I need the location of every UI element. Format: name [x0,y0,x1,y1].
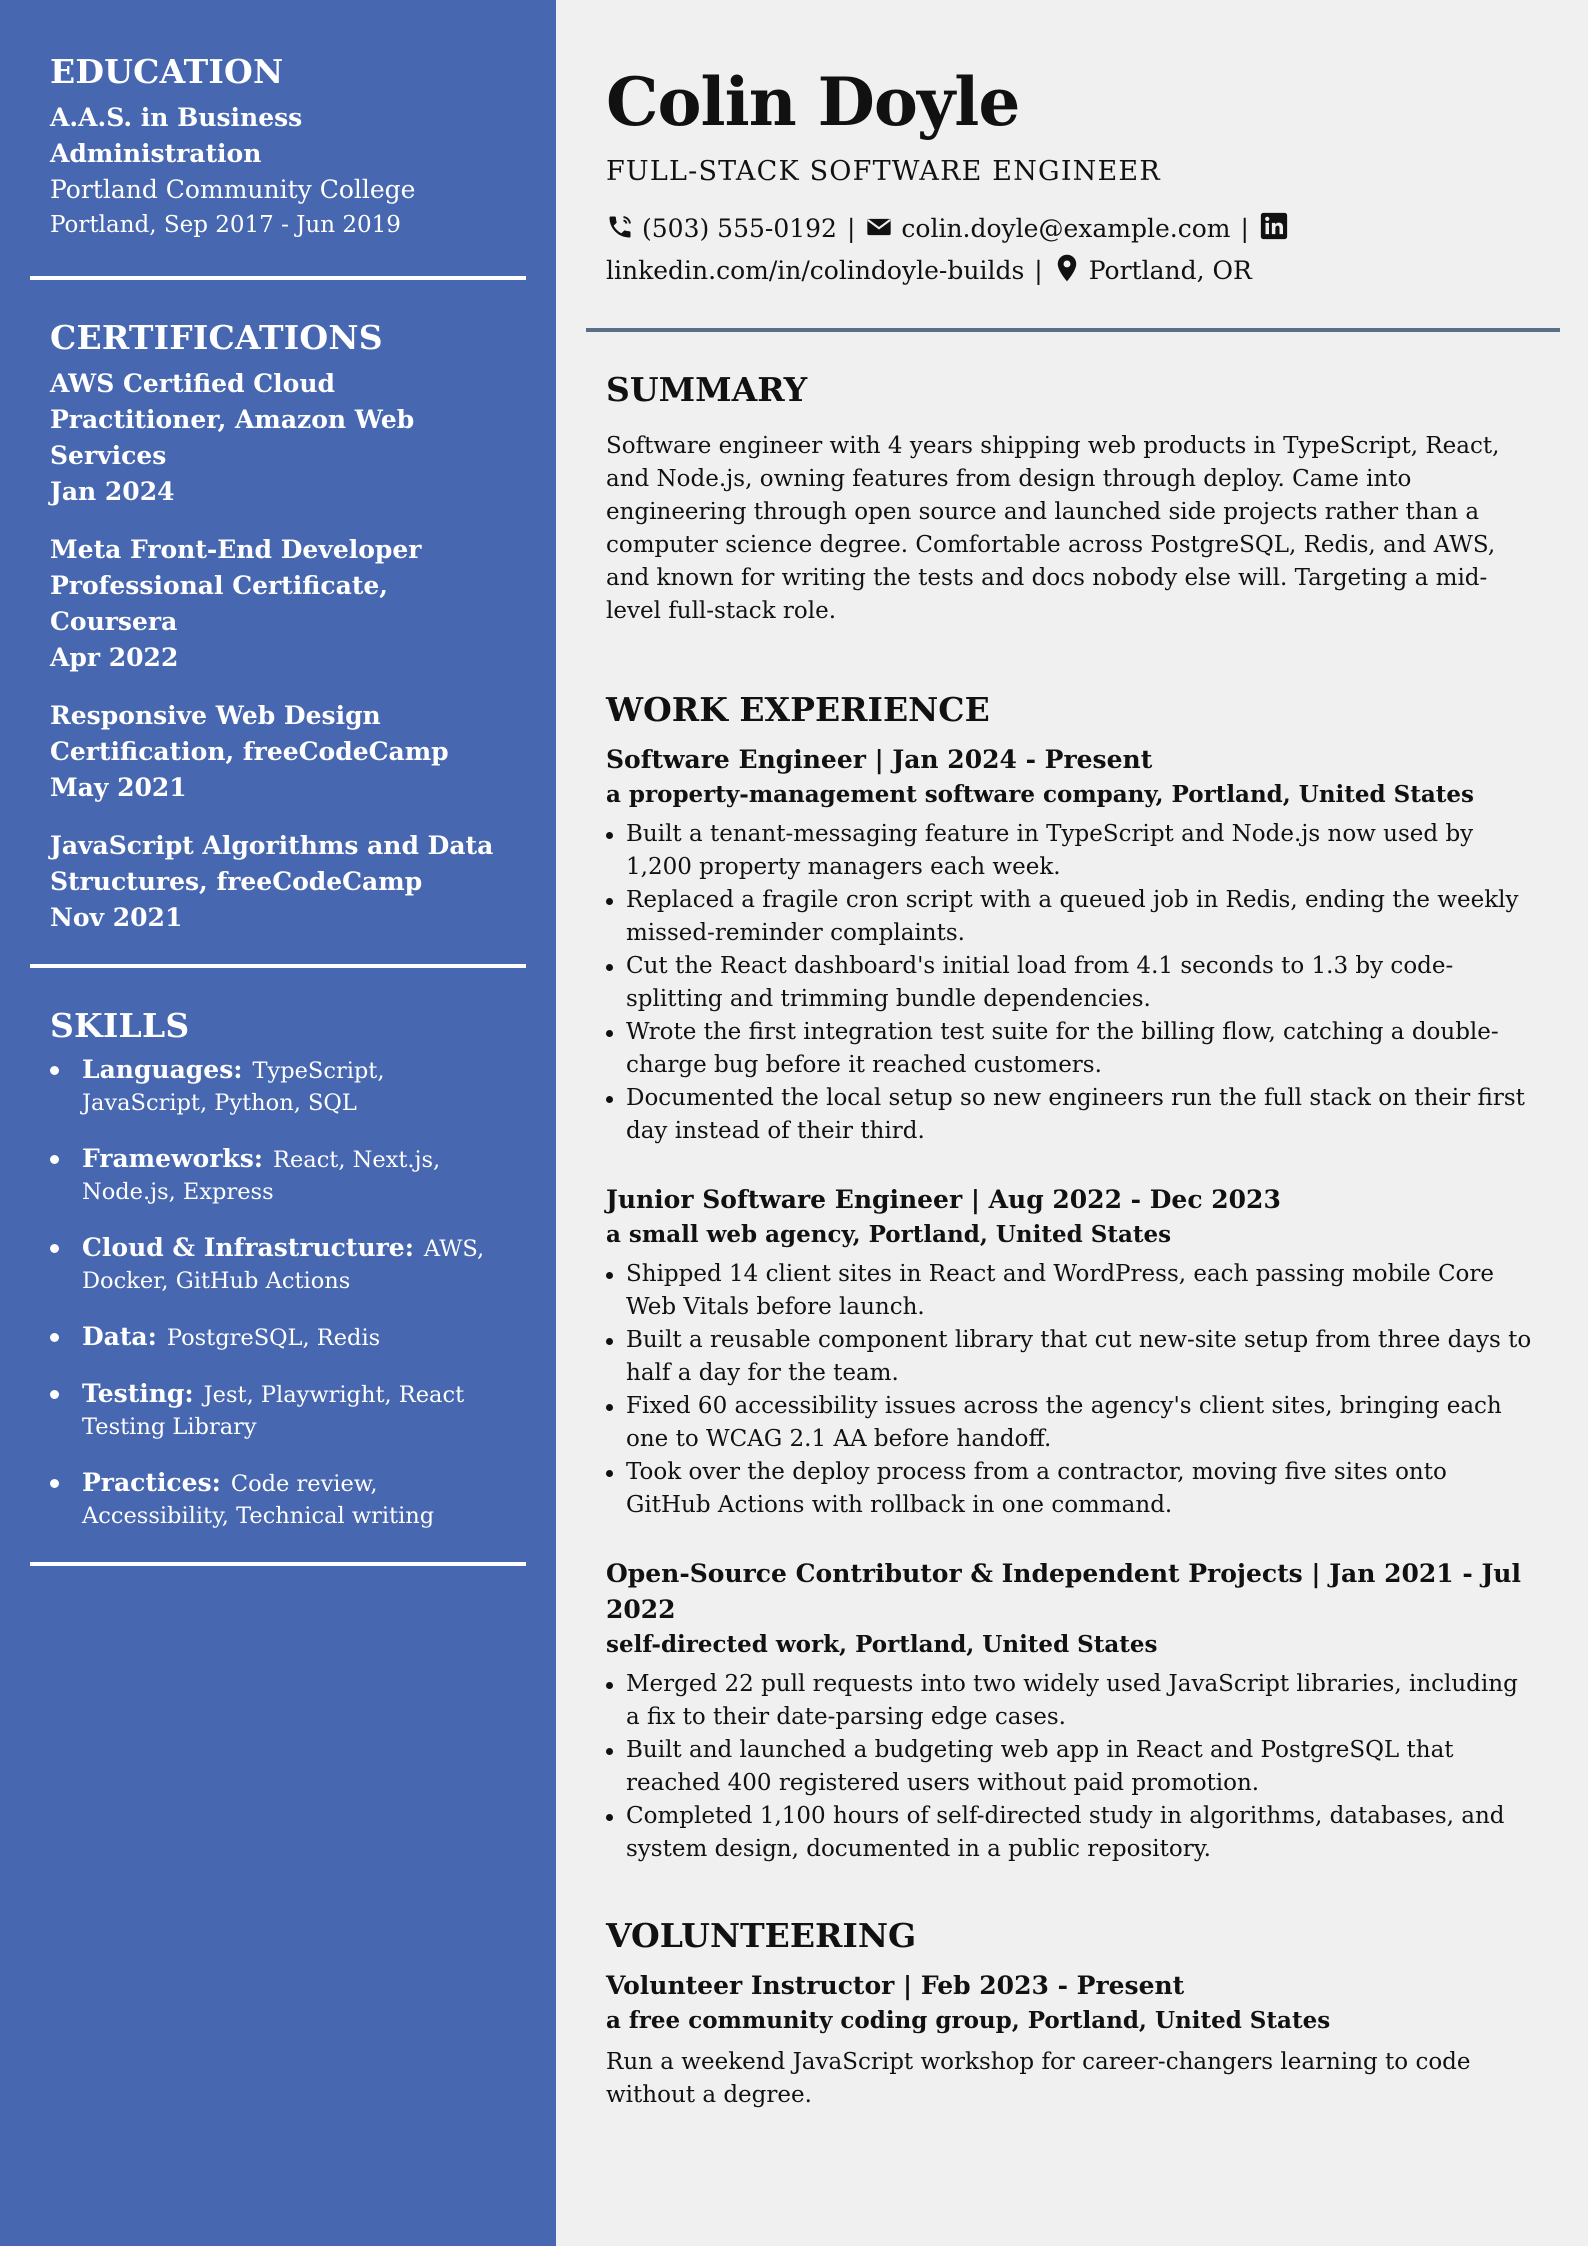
certification-date: Nov 2021 [50,903,183,932]
contact-location: Portland, OR [1088,256,1252,285]
job-bullets [606,1258,1538,1522]
candidate-name: Colin Doyle [606,63,1020,141]
skill-category: Cloud & Infrastructure: [82,1233,414,1262]
job-heading: Software Engineer | Jan 2024 - Present [606,745,1153,774]
skill-item [50,1378,506,1443]
job-bullet: Documented the local setup so new engineers run the full stack on their first day instead of their third. [606,1082,1538,1148]
education-meta: Portland, Sep 2017 - Jun 2019 [50,212,401,238]
education-degree: A.A.S. in Business Administration [50,103,303,168]
skill-value: TypeScript, JavaScript, Python, SQL [82,1058,385,1116]
volunteering-heading: Volunteer Instructor | Feb 2023 - Present [606,1971,1185,2000]
summary-text: Software engineer with 4 years shipping web products in TypeScript, React, and Node.js, owning features from design through deploy. Came into engineering through open source and launched side projects rather than a computer science degree. Comfortable across PostgreSQL, Redis, and AWS, and known for writing the tests and docs nobody else will. Targeting a mid-level full-stack role. [606,433,1500,624]
education-school: Portland Community College [50,175,416,204]
skill-item [50,1232,506,1297]
job-organization: self-directed work, Portland, United States [606,1631,1158,1658]
contact-line [606,210,1538,294]
certification-name: Responsive Web Design Certification, freeCodeCamp [50,701,449,766]
skill-value: React, Next.js, Node.js, Express [82,1147,441,1205]
phone-icon [606,213,634,252]
work-experience-title: WORK EXPERIENCE [606,690,990,729]
job-heading: Junior Software Engineer | Aug 2022 - Dec 2023 [606,1185,1281,1214]
volunteering-section [606,1916,1538,2112]
location-pin-icon [1053,253,1081,294]
sidebar-divider [30,276,526,280]
header-divider [586,328,1560,332]
job-heading: Open-Source Contributor & Independent Projects | Jan 2021 - Jul 2022 [606,1559,1521,1624]
job-bullet: Cut the React dashboard's initial load from 4.1 seconds to 1.3 by code-splitting and trimming bundle dependencies. [606,950,1538,1016]
mail-icon [865,213,893,252]
certification-item [50,366,506,510]
volunteering-organization: a free community coding group, Portland, United States [606,2007,1331,2034]
certifications-section [30,318,526,936]
certification-date: Apr 2022 [50,643,179,672]
sidebar-divider [30,964,526,968]
main-column [556,0,1588,2246]
certification-name: Meta Front-End Developer Professional Certificate, Coursera [50,535,422,636]
candidate-role: FULL-STACK SOFTWARE ENGINEER [606,156,1161,187]
job-bullet: Wrote the first integration test suite for the billing flow, catching a double-charge bug before it reached customers. [606,1016,1538,1082]
certification-item [50,698,506,806]
job-bullet: Built a tenant-messaging feature in TypeScript and Node.js now used by 1,200 property managers each week. [606,818,1538,884]
certification-item [50,532,506,676]
skills-title: SKILLS [50,1006,190,1045]
certification-name: JavaScript Algorithms and Data Structures, freeCodeCamp [50,831,494,896]
skill-value: Code review, Accessibility, Technical writing [82,1471,435,1529]
skills-list [50,1054,506,1532]
job-bullets [606,1668,1538,1866]
certification-name: AWS Certified Cloud Practitioner, Amazon Web Services [50,369,415,470]
contact-separator: | [1240,214,1249,243]
job-bullets [606,818,1538,1148]
education-section [30,52,526,242]
volunteering-title: VOLUNTEERING [606,1916,917,1955]
job-bullet: Took over the deploy process from a contractor, moving five sites onto GitHub Actions with rollback in one command. [606,1456,1538,1522]
certifications-title: CERTIFICATIONS [50,318,383,357]
job-bullet: Replaced a fragile cron script with a queued job in Redis, ending the weekly missed-reminder complaints. [606,884,1538,950]
skill-category: Languages: [82,1055,243,1084]
volunteering-text: Run a weekend JavaScript workshop for career-changers learning to code without a degree. [606,2049,1471,2108]
job-bullet: Built a reusable component library that cut new-site setup from three days to half a day for the team. [606,1324,1538,1390]
job-organization: a property-management software company, Portland, United States [606,781,1474,808]
skill-item [50,1054,506,1119]
sidebar [0,0,556,2246]
skill-category: Data: [82,1322,157,1351]
contact-phone[interactable]: (503) 555-0192 [642,214,837,243]
job-bullet: Completed 1,100 hours of self-directed study in algorithms, databases, and system design, documented in a public repository. [606,1800,1538,1866]
education-title: EDUCATION [50,52,284,91]
linkedin-icon [1259,211,1289,252]
job-entry [606,1182,1538,1522]
contact-linkedin[interactable]: linkedin.com/in/colindoyle-builds [606,256,1025,285]
skill-value: PostgreSQL, Redis [166,1325,381,1351]
contact-separator: | [1034,256,1043,285]
contact-separator: | [846,214,856,243]
skill-category: Testing: [82,1379,194,1408]
skill-category: Frameworks: [82,1144,264,1173]
contact-email[interactable]: colin.doyle@example.com [901,214,1231,243]
job-organization: a small web agency, Portland, United States [606,1221,1172,1248]
summary-title: SUMMARY [606,370,808,409]
certification-item [50,828,506,936]
job-bullet: Built and launched a budgeting web app in React and PostgreSQL that reached 400 registered users without paid promotion. [606,1734,1538,1800]
certification-date: Jan 2024 [50,477,175,506]
skill-item [50,1467,506,1532]
job-entry [606,1556,1538,1866]
certification-date: May 2021 [50,773,187,802]
job-bullet: Merged 22 pull requests into two widely used JavaScript libraries, including a fix to their date-parsing edge cases. [606,1668,1538,1734]
job-bullet: Fixed 60 accessibility issues across the agency's client sites, bringing each one to WCAG 2.1 AA before handoff. [606,1390,1538,1456]
skill-item [50,1143,506,1208]
job-entry [606,742,1538,1148]
skill-item [50,1321,506,1354]
sidebar-divider [30,1562,526,1566]
work-experience-section [606,690,1538,1866]
summary-section [606,370,1538,628]
skill-category: Practices: [82,1468,221,1497]
skill-value: AWS, Docker, GitHub Actions [82,1236,485,1294]
job-bullet: Shipped 14 client sites in React and WordPress, each passing mobile Core Web Vitals before launch. [606,1258,1538,1324]
skill-value: Jest, Playwright, React Testing Library [82,1382,465,1440]
skills-section [30,1006,526,1532]
